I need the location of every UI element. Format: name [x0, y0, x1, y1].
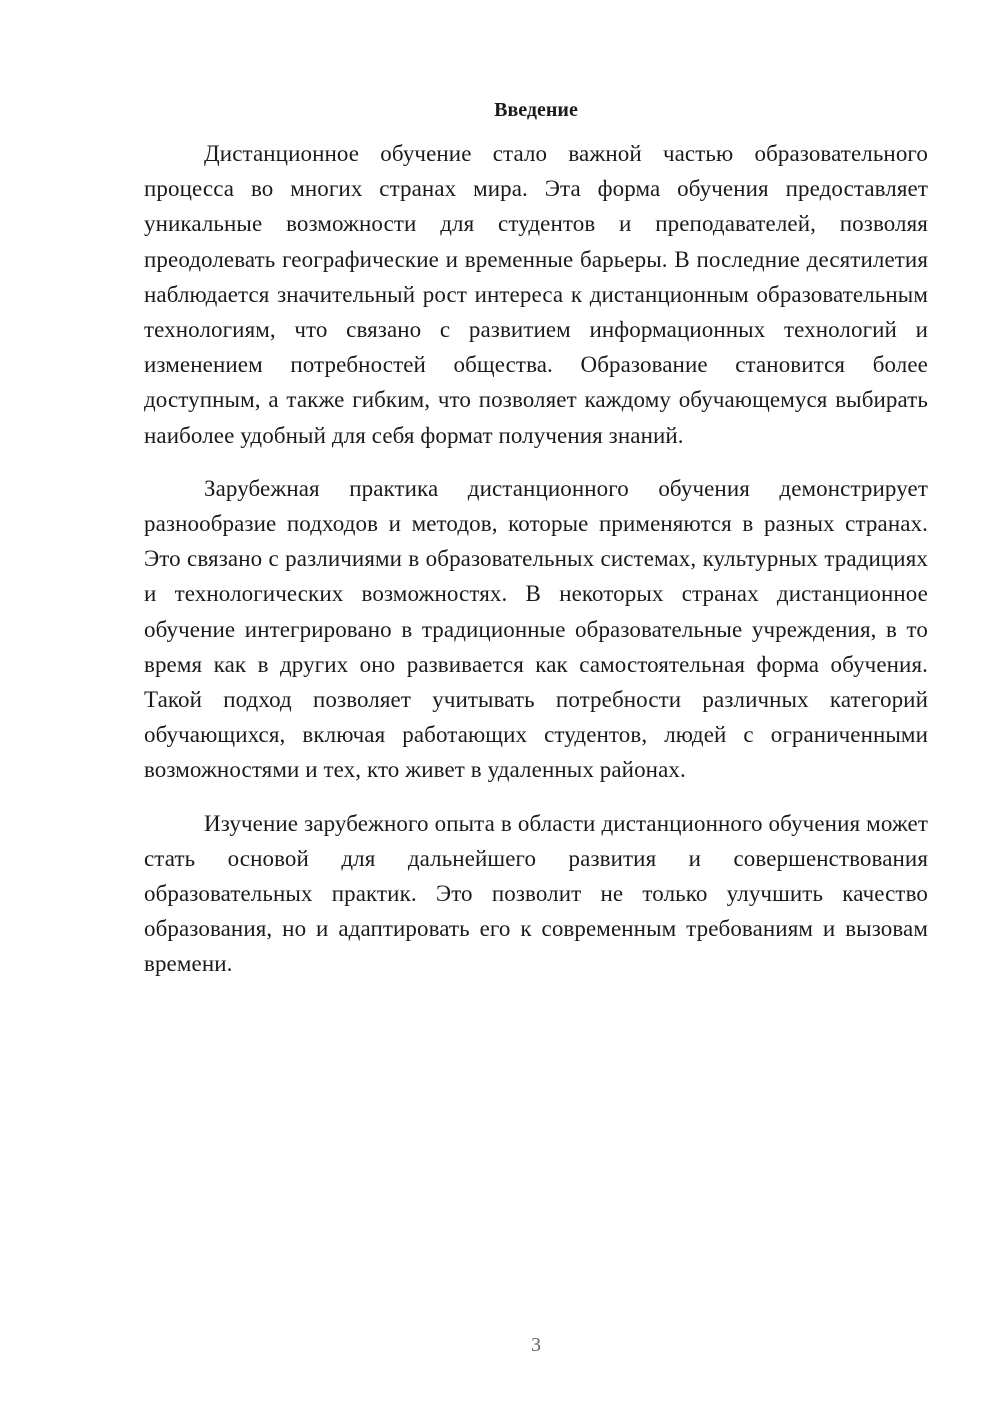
section-heading: Введение: [494, 99, 578, 121]
page-content: [144, 96, 928, 1000]
page-number: 3: [531, 1334, 541, 1356]
paragraph-1: Дистанционное обучение стало важной частью образовательного процесса во многих странах мира. Эта форма обучения предоставляет уникальные возможности для студентов и преподавателей, позволяя преодолевать географические и временные барьеры. В последние десятилетия наблюдается значительный рост интереса к дистанционным образовательным технологиям, что связано с развитием информационных технологий и изменением потребностей общества. Образование становится более доступным, а также гибким, что позволяет каждому обучающемуся выбирать наиболее удобный для себя формат получения знаний.: [144, 141, 928, 448]
paragraph-3: Изучение зарубежного опыта в области дистанционного обучения может стать основой для дальнейшего развития и совершенствования образовательных практик. Это позволит не только улучшить качество образования, но и адаптировать его к современным требованиям и вызовам времени.: [144, 810, 928, 977]
paragraph-2: Зарубежная практика дистанционного обучения демонстрирует разнообразие подходов и методов, которые применяются в разных странах. Это связано с различиями в образовательных системах, культурных традициях и технологических возможностях. В некоторых странах дистанционное обучение интегрировано в традиционные образовательные учреждения, в то время как в других оно развивается как самостоятельная форма обучения. Такой подход позволяет учитывать потребности различных категорий обучающихся, включая работающих студентов, людей с ограниченными возможностями и тех, кто живет в удаленных районах.: [144, 475, 928, 783]
